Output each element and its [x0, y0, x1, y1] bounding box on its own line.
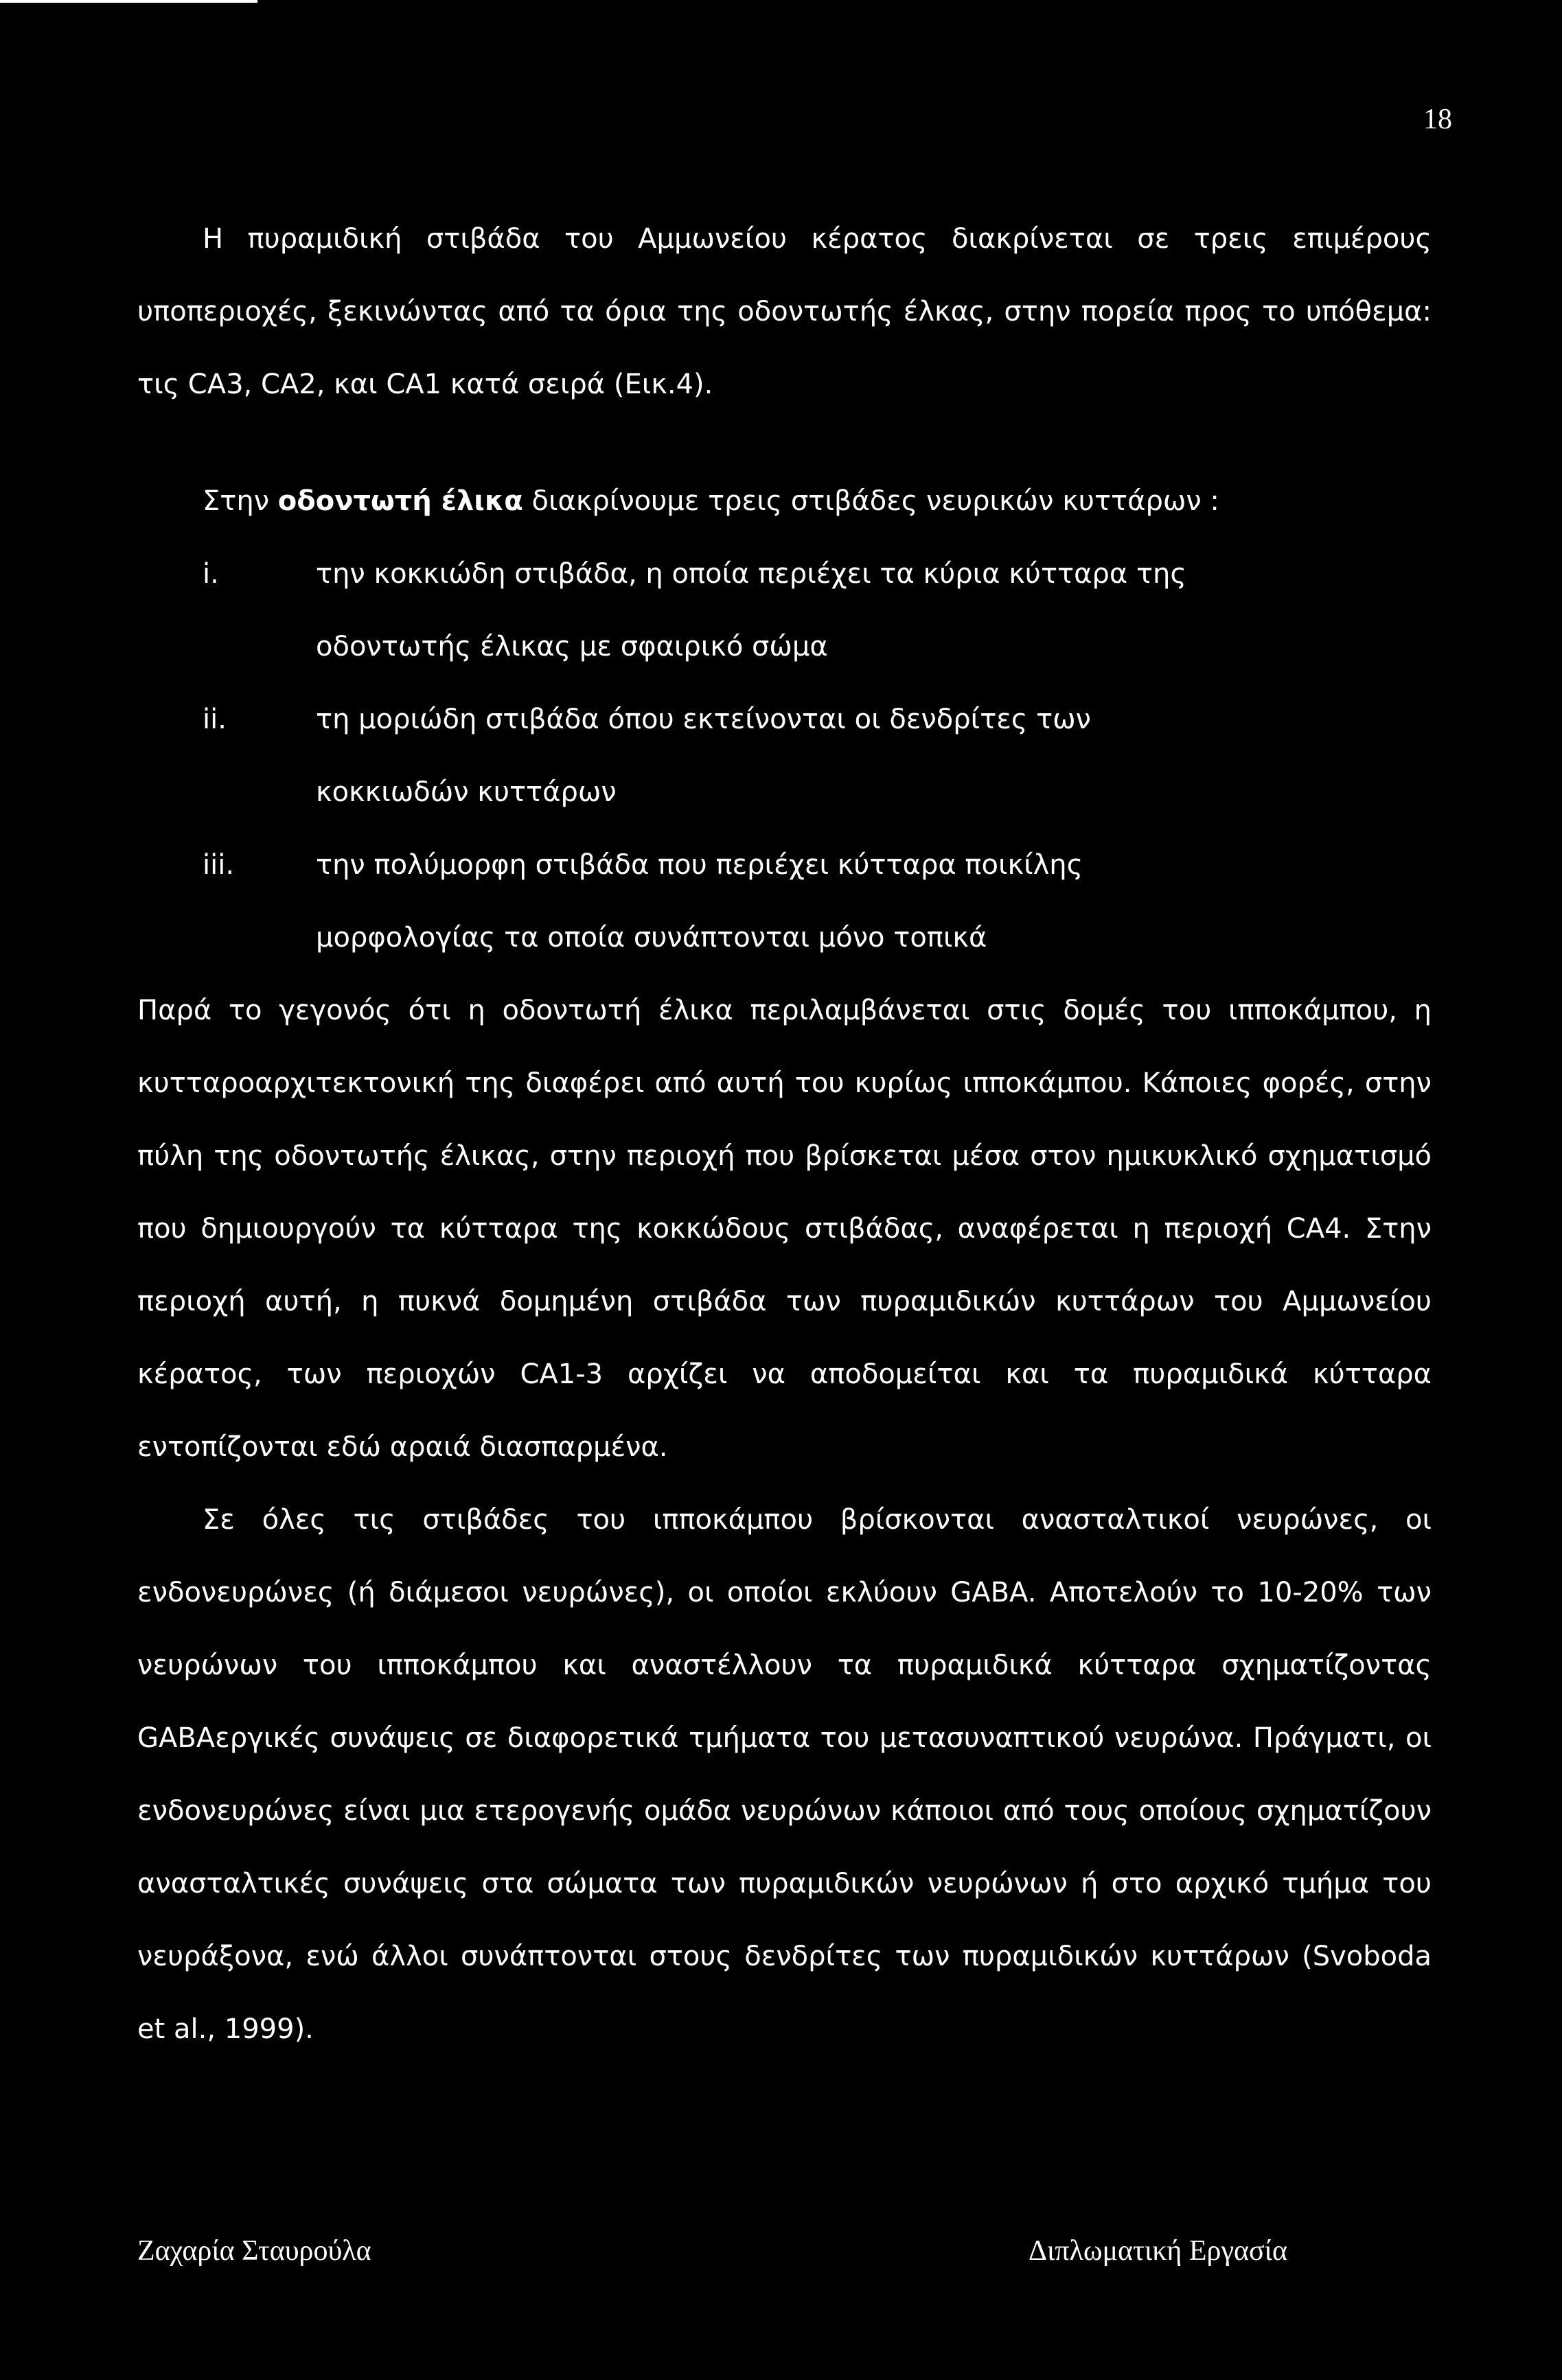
paragraph-dentate-ca4: Παρά το γεγονός ότι η οδοντωτή έλικα περιλαμβάνεται στις δομές του ιπποκάμπου, η κυτταροαρχιτεκτονική της διαφέρει από αυτή του κυρίως ιπποκάμπου. Κάποιες φορές, στην πύλη της οδοντωτής έλικας, στην περιοχή που βρίσκεται μέσα στον ημικυκλικό σχηματισμό που δημιουργούν τα κύτταρα της κοκκώδους στιβάδας, αναφέρεται η περιοχή CA4. Στην περιοχή αυτή, η πυκνά δομημένη στιβάδα των πυραμιδικών κυττάρων του Αμμωνείου κέρατος, των περιοχών CA1-3 αρχίζει να αποδομείται και τα πυραμιδικά κύτταρα εντοπίζονται εδώ αραιά διασπαρμένα.	[137, 995, 1432, 1463]
footer-title: Διπλωματική Εργασία	[1029, 2235, 1287, 2267]
list-text-cont: μορφολογίας τα οποία συνάπτονται μόνο τοπικά	[316, 922, 987, 954]
footer-author: Ζαχαρία Σταυρούλα	[137, 2235, 371, 2267]
list-text: την πολύμορφη στιβάδα που περιέχει κύτταρα ποικίλης	[316, 849, 1083, 881]
list-text-cont: οδοντωτής έλικας με σφαιρικό σώμα	[316, 631, 828, 662]
main-text	[137, 203, 1432, 2066]
list-item	[137, 538, 1432, 610]
page-number: 18	[1423, 104, 1452, 135]
list-text: τη μοριώδη στιβάδα όπου εκτείνονται οι δενδρίτες των	[316, 704, 1092, 735]
top-rule	[0, 0, 257, 3]
dentate-gyrus-term: οδοντωτή έλικα	[277, 485, 523, 517]
list-item	[137, 829, 1432, 901]
list-number: iii.	[203, 849, 235, 881]
list-number: i.	[203, 558, 219, 590]
list-item-continuation	[137, 756, 1432, 829]
paragraph-ca-regions: Η πυραμιδική στιβάδα του Αμμωνείου κέρατος διακρίνεται σε τρεις επιμέρους υποπεριοχές, ξεκινώντας από τα όρια της οδοντωτής έλκας, στην πορεία προς το υπόθεμα: τις CA3, CA2, και CA1 κατά σειρά (Εικ.4).	[137, 223, 1432, 400]
list-item-continuation	[137, 901, 1432, 974]
list-item	[137, 683, 1432, 756]
list-text-cont: κοκκιωδών κυττάρων	[316, 776, 617, 808]
list-text: την κοκκιώδη στιβάδα, η οποία περιέχει τα κύρια κύτταρα της	[316, 558, 1186, 590]
list-number: ii.	[203, 704, 227, 735]
paragraph-interneurons: Σε όλες τις στιβάδες του ιπποκάμπου βρίσκονται ανασταλτικοί νευρώνες, οι ενδονευρώνες (ή διάμεσοι νευρώνες), οι οποίοι εκλύουν GABA. Αποτελούν το 10-20% των νευρώνων του ιπποκάμπου και αναστέλλουν τα πυραμιδικά κύτταρα σχηματίζοντας GABAεργικές συνάψεις σε διαφορετικά τμήματα του μετασυναπτικού νευρώνα. Πράγματι, οι ενδονευρώνες είναι μια ετερογενής ομάδα νευρώνων κάποιοι από τους οποίους σχηματίζουν ανασταλτικές συνάψεις στα σώματα των πυραμιδικών νευρώνων ή στο αρχικό τμήμα του νευράξονα, ενώ άλλοι συνάπτονται στους δενδρίτες των πυραμιδικών κυττάρων (Svoboda et al., 1999).	[137, 1504, 1432, 2045]
layers-list	[137, 538, 1432, 974]
dentate-intro: Στην οδοντωτή έλικα διακρίνουμε τρεις στιβάδες νευρικών κυττάρων :	[203, 485, 1219, 517]
list-item-continuation	[137, 610, 1432, 683]
